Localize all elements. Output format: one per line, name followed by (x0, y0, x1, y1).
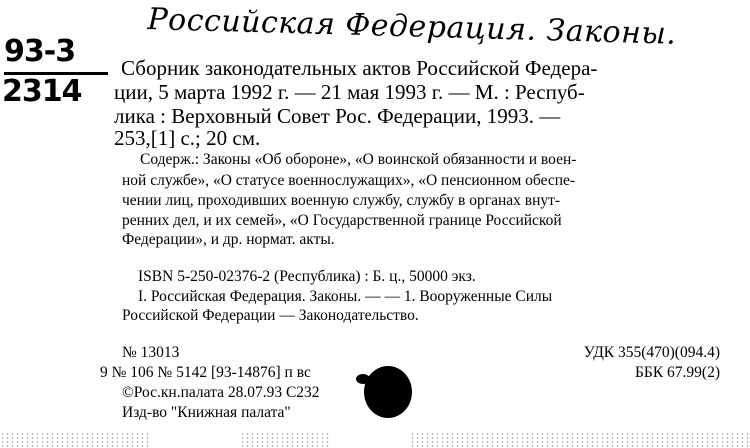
subject-line-1: I. Российская Федерация. Законы. — — 1. Вооруженные Силы (138, 288, 553, 305)
contents-line-4: ренних дел, и их семей», «О Государственной границе Российской (122, 212, 562, 229)
order-line: 9 № 106 № 5142 [93-14876] п вс (100, 364, 311, 381)
subject-line-2: Российской Федерации — Законодательство. (122, 307, 419, 324)
call-number-top: 93-3 (4, 34, 76, 69)
contents-line-3: чении лиц, проходивших военную службу, службу в органах внут- (122, 192, 561, 209)
title-line-2: ции, 5 марта 1992 г. — 21 мая 1993 г. — М. : Респуб- (114, 80, 585, 104)
publisher-line: Изд-во "Книжная палата" (122, 404, 291, 421)
call-number-bottom: 2314 (2, 74, 82, 109)
handwritten-heading: Российская Федерация. Законы. (147, 2, 677, 52)
scan-noise-gap (330, 432, 410, 448)
contents-line-1: Содерж.: Законы «Об обороне», «О воинской обязанности и воен- (140, 151, 577, 168)
ink-blot (364, 366, 412, 418)
ink-smudge (356, 374, 370, 384)
record-number: № 13013 (122, 344, 180, 361)
udk-code: УДК 355(470)(094.4) (583, 344, 720, 361)
contents-line-5: Федерации», и др. нормат. акты. (122, 231, 335, 248)
scan-noise-gap (150, 432, 240, 448)
bbk-code: ББК 67.99(2) (635, 364, 720, 381)
title-line-1: Сборник законодательных актов Российской Федера- (121, 56, 598, 80)
copyright-line: ©Рос.кн.палата 28.07.93 С232 (122, 384, 320, 401)
title-line-3: лика : Верховный Совет Рос. Федерации, 1993. — (114, 104, 561, 128)
contents-line-2: ной службе», «О статусе военнослужащих», «О пенсионном обеспе- (122, 172, 576, 189)
title-line-4: 253,[1] с.; 20 см. (114, 126, 261, 150)
isbn-line: ISBN 5-250-02376-2 (Республика) : Б. ц., 50000 экз. (138, 268, 476, 285)
